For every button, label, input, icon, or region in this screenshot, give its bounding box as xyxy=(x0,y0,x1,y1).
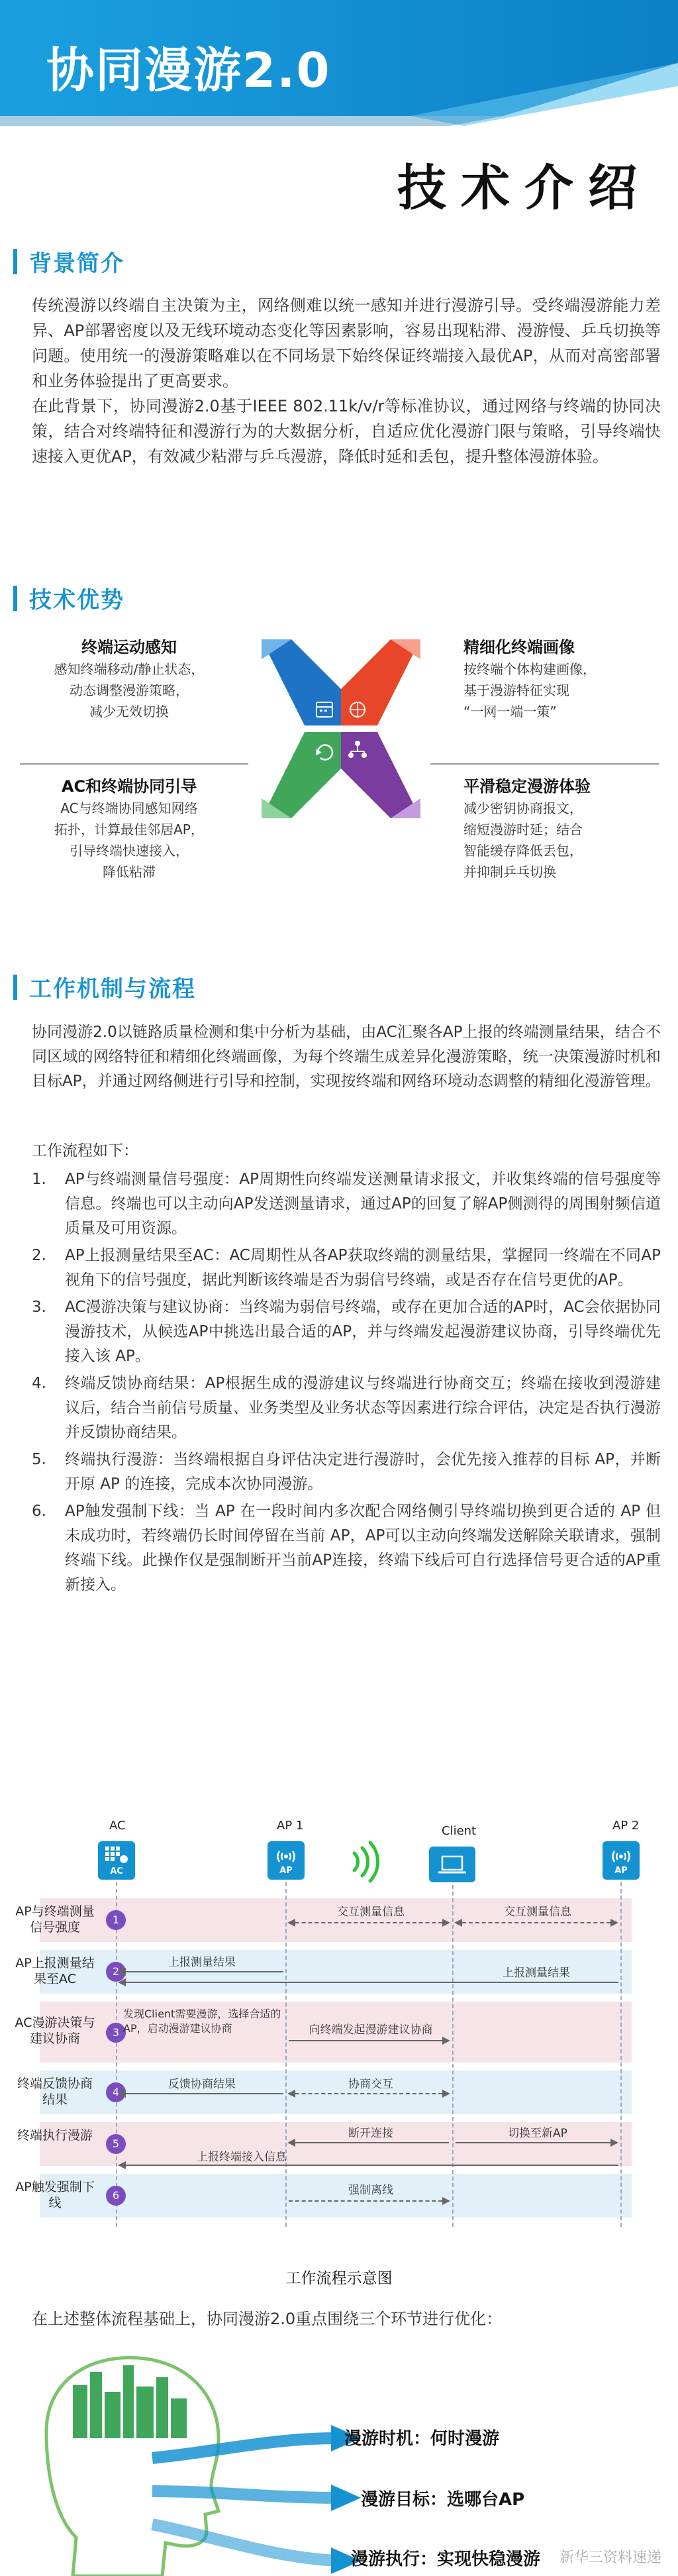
divider-left xyxy=(20,763,248,765)
advantage-line: “一网一端一策” xyxy=(463,704,557,720)
step-number: 2 xyxy=(106,1962,126,1982)
step-label: AP触发强制下线 xyxy=(15,2180,95,2210)
step-label: AP与终端测量信号强度 xyxy=(15,1904,95,1935)
arrow-left xyxy=(289,2142,449,2143)
advantage-card xyxy=(20,636,238,722)
advantage-line: AC与终端协同感知网络 xyxy=(60,800,198,816)
message-label: 反馈协商结果 xyxy=(168,2078,236,2091)
step-number: 6. xyxy=(32,1503,46,1520)
message-label: 交互测量信息 xyxy=(337,1905,405,1919)
sequence-diagram xyxy=(0,1819,678,2269)
watermark: 新华三资料速递 xyxy=(559,2549,661,2566)
advantage-line: 动态调整漫游策略， xyxy=(70,682,189,698)
step-number: 1. xyxy=(32,1171,46,1188)
background-paragraph: 传统漫游以终端自主决策为主，网络侧难以统一感知并进行漫游引导。受终端漫游能力差异、AP部署密度以及无线环境动态变化等因素影响，容易出现粘滞、漫游慢、乒乓切换等问题。使用统一的漫游策略难以在不同场景下始终保证终端接入最优AP，从而对高密部署和业务体验提出了更高要求。 xyxy=(32,296,661,390)
workflow-list xyxy=(32,1167,661,1600)
lifeline-client xyxy=(452,1885,454,2227)
message-label: 上报测量结果 xyxy=(503,1966,570,1980)
step-text: AP与终端测量信号强度：AP周期性向终端发送测量请求报文，并收集终端的信号强度等信息。终端也可以主动向AP发送测量请求，通过AP的回复了解AP侧测得的周围射频信道质量及可用资源。 xyxy=(65,1171,661,1237)
list-item xyxy=(32,1167,661,1241)
actor-label: AC xyxy=(109,1819,126,1833)
advantage-title: 精细化终端画像 xyxy=(463,638,575,657)
purple-arm xyxy=(341,732,420,818)
section-title: 技术优势 xyxy=(29,587,124,614)
advantage-line: 减少无效切换 xyxy=(89,704,169,720)
step-text: 终端反馈协商结果：AP根据生成的漫游建议与终端进行协商交互；终端在接收到漫游建议后，结合当前信号质量、业务类型及业务状态等因素进行综合评估，决定是否执行漫游并反馈协商结果。 xyxy=(65,1375,661,1441)
message-label: 发现Client需要漫游，选择合适的AP，启动漫游建议协商 xyxy=(123,2008,281,2035)
advantage-line: 感知终端移动/静止状态， xyxy=(54,661,205,677)
arrow-to-execution xyxy=(152,2524,338,2561)
section-bar xyxy=(13,975,17,1000)
section-bar xyxy=(13,249,17,274)
head-illustration xyxy=(20,2339,364,2576)
lifeline-ap1 xyxy=(285,1882,287,2227)
step-number: 3. xyxy=(32,1299,46,1316)
step-number: 5 xyxy=(106,2134,126,2154)
message-label: 交互测量信息 xyxy=(504,1905,571,1919)
message-label: 协商交互 xyxy=(348,2078,393,2091)
green-arm xyxy=(262,732,341,818)
advantages-x-graphic xyxy=(252,629,430,828)
arrow-right xyxy=(456,2142,617,2143)
arrow-left xyxy=(119,1982,618,1983)
list-item xyxy=(32,1371,661,1445)
step-text: AC漫游决策与建议协商：当终端为弱信号终端，或存在更加合适的AP时，AC会依据协同漫游技术，从候选AP中挑选出最合适的AP，并与终端发起漫游建议协商，引导终端优先接入该 AP。 xyxy=(65,1299,661,1365)
basketball-icon xyxy=(350,702,365,717)
message-label: 上报测量结果 xyxy=(168,1956,236,1969)
advantage-line: 引导终端快速接入， xyxy=(70,843,189,859)
step-text: 终端执行漫游：当终端根据自身评估决定进行漫游时，会优先接入推荐的目标 AP，并断开原 AP 的连接，完成本次协同漫游。 xyxy=(65,1451,661,1493)
advantage-line: 并抑制乒乓切换 xyxy=(463,864,556,880)
step-number: 4 xyxy=(106,2082,126,2102)
message-label: 断开连接 xyxy=(348,2127,393,2140)
message-label: 强制离线 xyxy=(348,2184,393,2197)
background-text xyxy=(32,293,661,469)
arrow-both xyxy=(456,1922,617,1923)
advantage-card xyxy=(20,775,238,883)
step-label: 终端执行漫游 xyxy=(17,2128,93,2143)
advantage-title: 终端运动感知 xyxy=(81,638,177,657)
step-number: 3 xyxy=(106,2023,126,2043)
actor-label: AP 1 xyxy=(277,1819,304,1833)
advantage-line: 减少密钥协商报文， xyxy=(463,800,583,816)
actor-badge: AP xyxy=(614,1865,628,1876)
arrow-left xyxy=(119,2093,283,2094)
ap-icon xyxy=(603,1841,640,1880)
step-number: 2. xyxy=(32,1247,46,1264)
message-label: 上报终端接入信息 xyxy=(197,2151,287,2164)
list-item xyxy=(32,1244,661,1293)
step-number: 1 xyxy=(106,1910,126,1930)
ac-controller-icon xyxy=(98,1841,135,1880)
section-heading-advantages xyxy=(13,582,124,614)
blue-arm xyxy=(262,639,341,725)
arrow-to-target xyxy=(152,2491,338,2498)
arrow-left xyxy=(119,2165,618,2166)
advantage-line: 按终端个体构建画像， xyxy=(463,661,596,677)
section-heading-background xyxy=(13,245,124,278)
actor-label: AP 2 xyxy=(612,1819,640,1833)
list-item xyxy=(32,1448,661,1497)
red-arm xyxy=(341,639,420,725)
flow-title: 工作流程如下： xyxy=(32,1142,138,1159)
advantage-card xyxy=(463,636,662,722)
advantage-line: 拓扑，计算最佳邻居AP， xyxy=(54,822,204,837)
arrow-to-timing xyxy=(152,2438,338,2458)
list-item xyxy=(32,1499,661,1597)
advantage-title: AC和终端协同引导 xyxy=(61,777,197,796)
city-skyline-icon xyxy=(73,2365,187,2438)
advantage-title: 平滑稳定漫游体验 xyxy=(463,777,591,796)
diagram-caption: 工作流程示意图 xyxy=(285,2270,393,2287)
section-heading-mechanism xyxy=(13,971,196,1003)
section-title: 工作机制与流程 xyxy=(29,976,196,1002)
optimization-target: 漫游执行：实现快稳漫游 xyxy=(351,2549,541,2569)
optimization-target: 漫游时机：何时漫游 xyxy=(344,2429,500,2449)
section-bar xyxy=(13,586,17,611)
advantage-line: 智能缓存降低丢包， xyxy=(463,843,583,859)
message-label: 向终端发起漫游建议协商 xyxy=(309,2023,433,2037)
advantage-line: 基于漫游特征实现 xyxy=(463,682,569,698)
message-label: 切换至新AP xyxy=(508,2127,567,2140)
actor-badge: AC xyxy=(110,1866,123,1876)
actor-label: Client xyxy=(442,1824,477,1838)
lifeline-ac xyxy=(116,1882,117,2227)
arrow-both xyxy=(289,2093,449,2094)
divider-right xyxy=(430,763,659,765)
page-subtitle: 技术介绍 xyxy=(397,160,652,217)
advantage-line: 降低粘滞 xyxy=(103,864,156,880)
arrow-right xyxy=(289,2200,449,2202)
mechanism-intro: 协同漫游2.0以链路质量检测和集中分析为基础，由AC汇聚各AP上报的终端测量结果，结合不同区域的网络特征和精细化终端画像，为每个终端生成差异化漫游策略，统一决策漫游时机和目标AP，并通过网络侧进行引导和控制，实现按终端和网络环境动态调整的精细化漫游管理。 xyxy=(32,1024,661,1090)
background-paragraph: 在此背景下，协同漫游2.0基于IEEE 802.11k/v/r等标准协议，通过网络与终端的协同决策，结合对终端特征和漫游行为的大数据分析，自适应优化漫游门限与策略，引导终端快速接入更优AP，有效减少粘滞与乒乓漫游，降低时延和丢包，提升整体漫游体验。 xyxy=(32,397,661,466)
arrow-left xyxy=(119,1971,283,1972)
step-label: 终端反馈协商结果 xyxy=(17,2076,93,2107)
optimization-intro: 在上述整体流程基础上，协同漫游2.0重点围绕三个环节进行优化： xyxy=(32,2310,503,2328)
arrow-both xyxy=(289,1922,449,1923)
wifi-signal-icon xyxy=(341,1839,387,1885)
arrow-right xyxy=(289,2040,449,2041)
step-label: AP上报测量结果至AC xyxy=(15,1956,95,1986)
lifeline-ap2 xyxy=(620,1882,622,2227)
actor-badge: AP xyxy=(279,1865,293,1876)
step-number: 5. xyxy=(32,1451,46,1468)
advantage-card xyxy=(463,775,662,883)
section-title: 背景简介 xyxy=(29,250,124,277)
ap-icon xyxy=(267,1841,305,1880)
optimization-target: 漫游目标：选哪台AP xyxy=(361,2490,525,2510)
list-item xyxy=(32,1295,661,1369)
step-text: AP上报测量结果至AC：AC周期性从各AP获取终端的测量结果，掌握同一终端在不同AP视角下的信号强度，据此判断该终端是否为弱信号终端，或是否存在信号更优的AP。 xyxy=(65,1247,661,1289)
step-number: 4. xyxy=(32,1375,46,1392)
laptop-icon xyxy=(429,1847,475,1882)
page-title: 协同漫游2.0 xyxy=(46,42,331,98)
step-label: AC漫游决策与建议协商 xyxy=(15,2015,95,2046)
advantage-line: 缩短漫游时延；结合 xyxy=(463,822,583,837)
step-text: AP触发强制下线：当 AP 在一段时间内多次配合网络侧引导终端切换到更合适的 AP 但未成功时，若终端仍长时间停留在当前 AP，AP可以主动向终端发送解除关联请求，强制终端下线。此操作仅是强制断开当前AP连接，终端下线后可自行选择信号更合适的AP重新接入。 xyxy=(65,1503,661,1593)
step-number: 6 xyxy=(106,2186,126,2206)
